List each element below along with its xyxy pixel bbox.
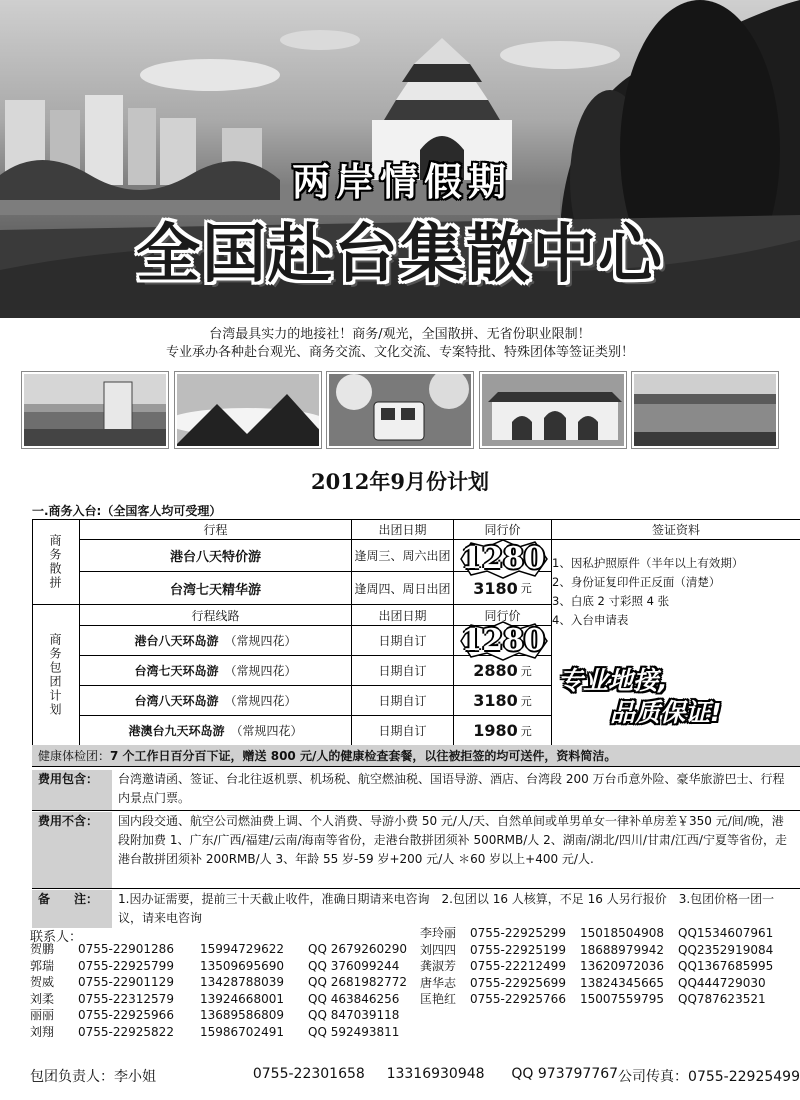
- row4-route: 台湾七天环岛游 （常规四花）: [80, 656, 352, 686]
- header-date: 出团日期: [352, 520, 454, 540]
- contacts-right-column: [420, 925, 800, 1040]
- footer-label: 包团负责人：李小姐: [30, 1069, 156, 1085]
- divider: [32, 888, 800, 889]
- contact-row: 贺鹏 0755-22901286 15994729622 QQ 2679260290: [30, 942, 408, 956]
- price-burst-1-value: 1280: [461, 541, 545, 576]
- row6-price: 1980 元: [454, 716, 552, 746]
- price-burst-1: [457, 539, 549, 579]
- row2-price-value: 3180: [473, 578, 518, 598]
- price-unit: 元: [520, 582, 532, 595]
- group-label-sanpin: 商务散拼: [32, 520, 80, 605]
- section-label: 一.商务入台:（全国客人均可受理）: [32, 504, 222, 518]
- row4-price: 2880 元: [454, 656, 552, 686]
- contact-row: 唐华志 0755-22925699 13824345665 QQ444729030: [420, 975, 766, 990]
- row5-date: 日期自订: [352, 686, 454, 716]
- header-route: 行程: [80, 520, 352, 540]
- slogan-line-2: 品质保证!: [610, 698, 722, 727]
- footer-qq: QQ 973797767: [511, 1066, 619, 1082]
- footer-tel: 0755-22301658: [252, 1066, 365, 1082]
- fees-excluded-text: 国内段交通、航空公司燃油费上调、个人消费、导游小费 50 元/人/天、自然单间或单男单女一律补单房差￥350 元/间/晚，港段附加费 1、广东/广西/福建/云南/海南等省份，走港台散拼团须补 500RMB/人 2、湖南/湖北/四川/甘肃/江西/宁夏等省份，走港台散拼团须补 200RMB/人 3、年龄 55 岁-59 岁+200 元/人 ＊60 岁以上+400 元/人.: [118, 814, 787, 866]
- contact-row: 郭瑞 0755-22925799 13509695690 QQ 376099244: [30, 958, 400, 973]
- contact-row: 刘四四 0755-22925199 18688979942 QQ2352919084: [420, 942, 774, 957]
- row2-date: 逢周四、周日出团: [352, 572, 454, 605]
- photo-strip: [22, 372, 778, 448]
- remarks-label: 备 注：: [32, 890, 112, 928]
- visa-requirements: [552, 554, 792, 630]
- row5-price: 3180 元: [454, 686, 552, 716]
- row1-date: 逢周三、周六出团: [352, 540, 454, 572]
- photo-sea-of-clouds: [175, 372, 321, 448]
- remarks-text: 1.因办证需要，提前三十天截止收件，准确日期请来电咨询 2.包团以 16 人核算，不足 16 人另行报价 3.包团价格一团一议，请来电咨询: [118, 892, 775, 925]
- intro-line-2: 专业承办各种赴台观光、商务交流、文化交流、专案特批、特殊团体等签证类别！: [165, 345, 634, 360]
- hero-subtitle: 两岸情假期: [291, 159, 512, 204]
- row4-date: 日期自订: [352, 656, 454, 686]
- price-burst-2-value: 1280: [461, 623, 545, 658]
- contact-row: 丽丽 0755-22925966 13689586809 QQ 847039118: [30, 1008, 400, 1022]
- row3-date: 日期自订: [352, 626, 454, 656]
- header-visa: 签证资料: [552, 520, 800, 540]
- row1-route: 港台八天特价游: [80, 540, 352, 572]
- hero-banner: [0, 0, 800, 318]
- slogan: [558, 665, 778, 729]
- photo-lake-view: [632, 372, 778, 448]
- row6-route: 港澳台九天环岛游 （常规四花）: [80, 716, 352, 746]
- visa-item: 3、白底 2 寸彩照 4 张: [552, 594, 670, 608]
- header-date2: 出团日期: [352, 605, 454, 626]
- contact-row: 刘翔 0755-22925822 15986702491 QQ 592493811: [30, 1024, 400, 1039]
- contact-row: 龚淑芳 0755-22212499 13620972036 QQ1367685995: [420, 959, 774, 973]
- row2-route: 台湾七天精华游: [80, 572, 352, 605]
- health-text: 7 个工作日百分百下证，赠送 800 元/人的健康检查套餐，以往被拒签的均可送件，资料简洁。: [110, 749, 617, 763]
- header-price: 同行价: [454, 520, 552, 540]
- photo-alishan-train: [327, 372, 473, 448]
- row3-route: 港台八天环岛游 （常规四花）: [80, 626, 352, 656]
- row5-route: 台湾八天环岛游 （常规四花）: [80, 686, 352, 716]
- contacts-heading: 联系人：: [30, 930, 83, 945]
- footer-contact: [30, 1066, 800, 1086]
- fees-included-text: 台湾邀请函、签证、台北往返机票、机场税、航空燃油税、国语导游、酒店、台湾段 200 万台币意外险、豪华旅游巴士、行程内景点门票。: [118, 772, 785, 805]
- fees-included-row: [32, 770, 800, 810]
- header-price2: 同行价: [454, 605, 552, 626]
- contact-row: 刘柔 0755-22312579 13924668001 QQ 463846256: [30, 991, 400, 1006]
- health-label: 健康体检团：: [38, 749, 111, 763]
- photo-liberty-square-gate: [480, 372, 626, 448]
- footer-mobile: 13316930948: [386, 1066, 485, 1082]
- visa-item: 4、入台申请表: [552, 613, 629, 627]
- visa-item: 2、身份证复印件正反面（清楚）: [552, 575, 721, 589]
- header-route2: 行程线路: [80, 605, 352, 626]
- remarks-row: [32, 890, 800, 928]
- plan-title: 2012年9月份计划: [310, 469, 490, 494]
- divider: [32, 810, 800, 811]
- fees-excluded-label: 费用不含：: [32, 812, 112, 888]
- fees-excluded-row: [32, 812, 800, 888]
- row6-date: 日期自订: [352, 716, 454, 746]
- contact-row: 贺威 0755-22901129 13428788039 QQ 2681982772: [30, 975, 408, 989]
- contact-row: 匡艳红 0755-22925766 15007559795 QQ787623521: [420, 992, 766, 1006]
- slogan-line-1: 专业地接,: [558, 666, 668, 695]
- health-check-row: [32, 745, 800, 767]
- price-burst-2: [457, 621, 549, 661]
- visa-item: 1、因私护照原件（半年以上有效期）: [552, 556, 744, 570]
- fees-included-label: 费用包含：: [32, 770, 112, 810]
- photo-sun-moon-lake-stone: [22, 372, 168, 448]
- intro-text: [0, 326, 800, 362]
- contacts-left-column: [30, 941, 420, 1040]
- group-label-baotuan: 商务包团计划: [32, 605, 80, 746]
- contact-row: 李玲丽 0755-22925299 15018504908 QQ1534607961: [420, 926, 774, 940]
- intro-line-1: 台湾最具实力的地接社！商务/观光，全国散拼、无省份职业限制！: [209, 327, 591, 342]
- hero-title: 全国赴台集散中心: [136, 218, 664, 292]
- footer-fax: 公司传真：0755-22925499: [618, 1069, 800, 1085]
